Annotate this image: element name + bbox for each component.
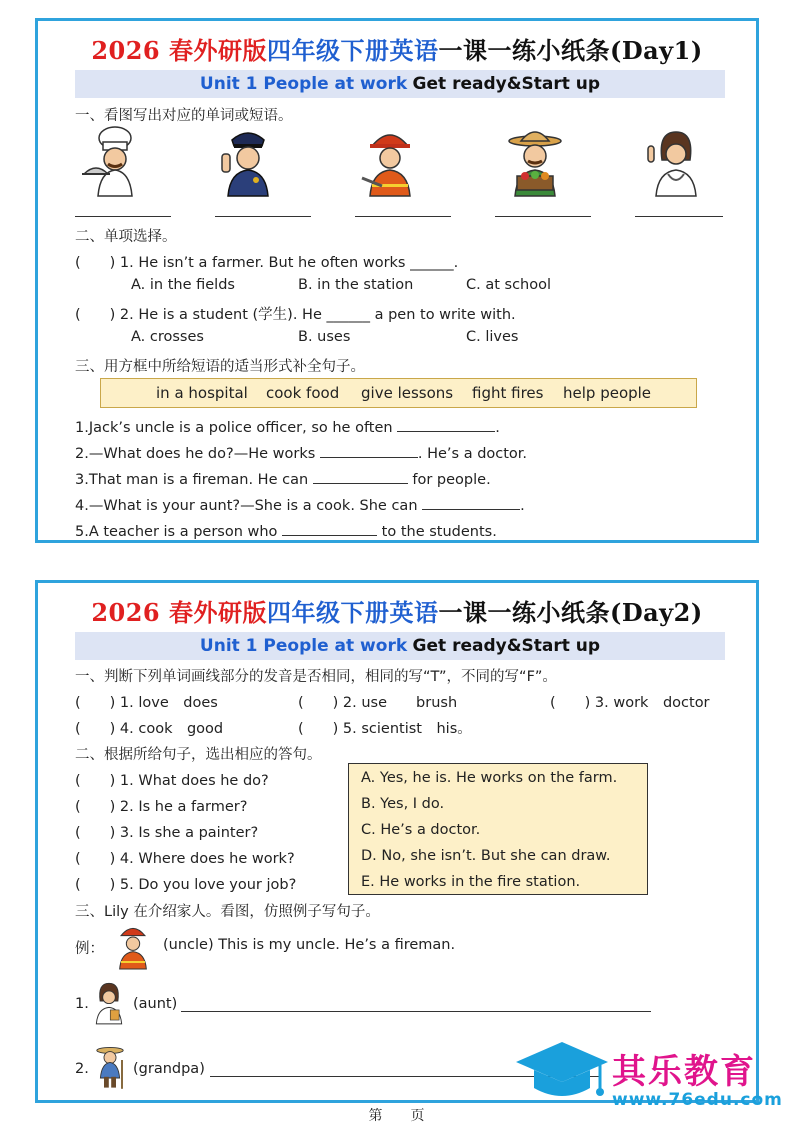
blank[interactable]: [320, 443, 418, 458]
option-a: A. crosses: [131, 329, 204, 345]
page-footer: 第 页: [368, 1108, 425, 1124]
answer-d: D. No, she isn’t. But she can draw.: [361, 848, 611, 864]
match-question-5: ( ) 5. Do you love your job?: [75, 877, 297, 893]
match-question-2: ( ) 2. Is he a farmer?: [75, 799, 248, 815]
phrase: help people: [563, 384, 652, 402]
blank[interactable]: [422, 495, 520, 510]
pronunciation-5: ( ) 5. scientist his。: [298, 721, 472, 737]
match-question-3: ( ) 3. Is she a painter?: [75, 825, 259, 841]
cook-icon: [82, 124, 148, 199]
option-c: C. at school: [466, 277, 552, 293]
answer-line[interactable]: [215, 216, 311, 217]
answer-line[interactable]: [355, 216, 451, 217]
logo: [512, 1030, 787, 1115]
answer-a: A. Yes, he is. He works on the farm.: [361, 770, 618, 786]
doctor-icon: [90, 977, 128, 1027]
logo-url: www.76edu.com: [612, 1090, 783, 1110]
farmer-icon: [503, 124, 567, 199]
day2-section2-heading: 二、根据所给句子，选出相应的答句。: [75, 747, 322, 763]
sentence-4: 4.—What is your aunt?—She is a cook. She can .: [75, 495, 525, 514]
pronunciation-1: ( ) 1. love does: [75, 695, 218, 711]
firefighter-icon: [112, 921, 154, 971]
pronunciation-4: ( ) 4. cook good: [75, 721, 224, 737]
day1-section2-heading: 二、单项选择。: [75, 229, 177, 245]
sentence-2: 2.—What does he do?—He works . He’s a doctor.: [75, 443, 527, 462]
option-a: A. in the fields: [131, 277, 235, 293]
blank[interactable]: [282, 521, 377, 536]
day1-section1-heading: 一、看图写出对应的单词或短语。: [75, 108, 293, 124]
day1-title: 2026 春外研版四年级下册英语一课一练小纸条(Day1): [91, 36, 703, 65]
sentence-3: 3.That man is a fireman. He can for people.: [75, 469, 491, 488]
question-1: ( ) 1. He isn’t a farmer. But he often works ______.: [75, 255, 459, 271]
answer-line[interactable]: [495, 216, 591, 217]
phrase: cook food: [266, 384, 340, 402]
write-2-prompt: (grandpa): [133, 1061, 205, 1077]
firefighter-icon: [360, 124, 420, 199]
day2-section1-heading: 一、判断下列单词画线部分的发音是否相同，相同的写“T”，不同的写“F”。: [75, 669, 557, 685]
option-b: B. uses: [298, 329, 351, 345]
phrase: give lessons: [361, 384, 454, 402]
example-sentence: (uncle) This is my uncle. He’s a fireman.: [163, 937, 456, 953]
answer-e: E. He works in the fire station.: [361, 874, 581, 890]
answer-line[interactable]: [181, 1011, 651, 1012]
blank[interactable]: [397, 417, 495, 432]
blank[interactable]: [313, 469, 408, 484]
sentence-1: 1.Jack’s uncle is a police officer, so he often .: [75, 417, 500, 436]
phrase: in a hospital: [156, 384, 248, 402]
answer-b: B. Yes, I do.: [361, 796, 445, 812]
pronunciation-3: ( ) 3. work doctor: [550, 695, 710, 711]
worksheet-day1: [35, 18, 759, 543]
graduation-cap-icon: [512, 1038, 612, 1108]
answer-line[interactable]: [75, 216, 171, 217]
day2-section3-heading: 三、Lily 在介绍家人。看图，仿照例子写句子。: [75, 904, 380, 920]
day1-section3-heading: 三、用方框中所给短语的适当形式补全句子。: [75, 359, 365, 375]
day2-unit-bar: Unit 1 People at work Get ready&Start up: [75, 632, 725, 660]
answer-options-box: [348, 763, 648, 895]
sentence-5: 5.A teacher is a person who to the students.: [75, 521, 497, 540]
answer-line[interactable]: [635, 216, 723, 217]
day1-unit-bar: Unit 1 People at work Get ready&Start up: [75, 70, 725, 98]
worksheet-day2: [35, 580, 759, 1103]
day2-title: 2026 春外研版四年级下册英语一课一练小纸条(Day2): [91, 598, 703, 627]
logo-name: 其乐教育: [612, 1052, 756, 1092]
answer-c: C. He’s a doctor.: [361, 822, 481, 838]
phrase-box: [100, 378, 697, 408]
question-2: ( ) 2. He is a student (学生). He ______ a pen to write with.: [75, 307, 516, 323]
write-1-prompt: (aunt): [133, 996, 178, 1012]
phrase: fight fires: [472, 384, 544, 402]
doctor-icon: [646, 124, 706, 199]
option-c: C. lives: [466, 329, 519, 345]
pronunciation-2: ( ) 2. use brush: [298, 695, 458, 711]
example-label: 例：: [75, 941, 104, 957]
write-1-number: 1.: [75, 996, 89, 1012]
write-2-number: 2.: [75, 1061, 89, 1077]
police-officer-icon: [218, 124, 278, 199]
option-b: B. in the station: [298, 277, 414, 293]
match-question-1: ( ) 1. What does he do?: [75, 773, 269, 789]
match-question-4: ( ) 4. Where does he work?: [75, 851, 295, 867]
grandpa-icon: [92, 1040, 128, 1092]
